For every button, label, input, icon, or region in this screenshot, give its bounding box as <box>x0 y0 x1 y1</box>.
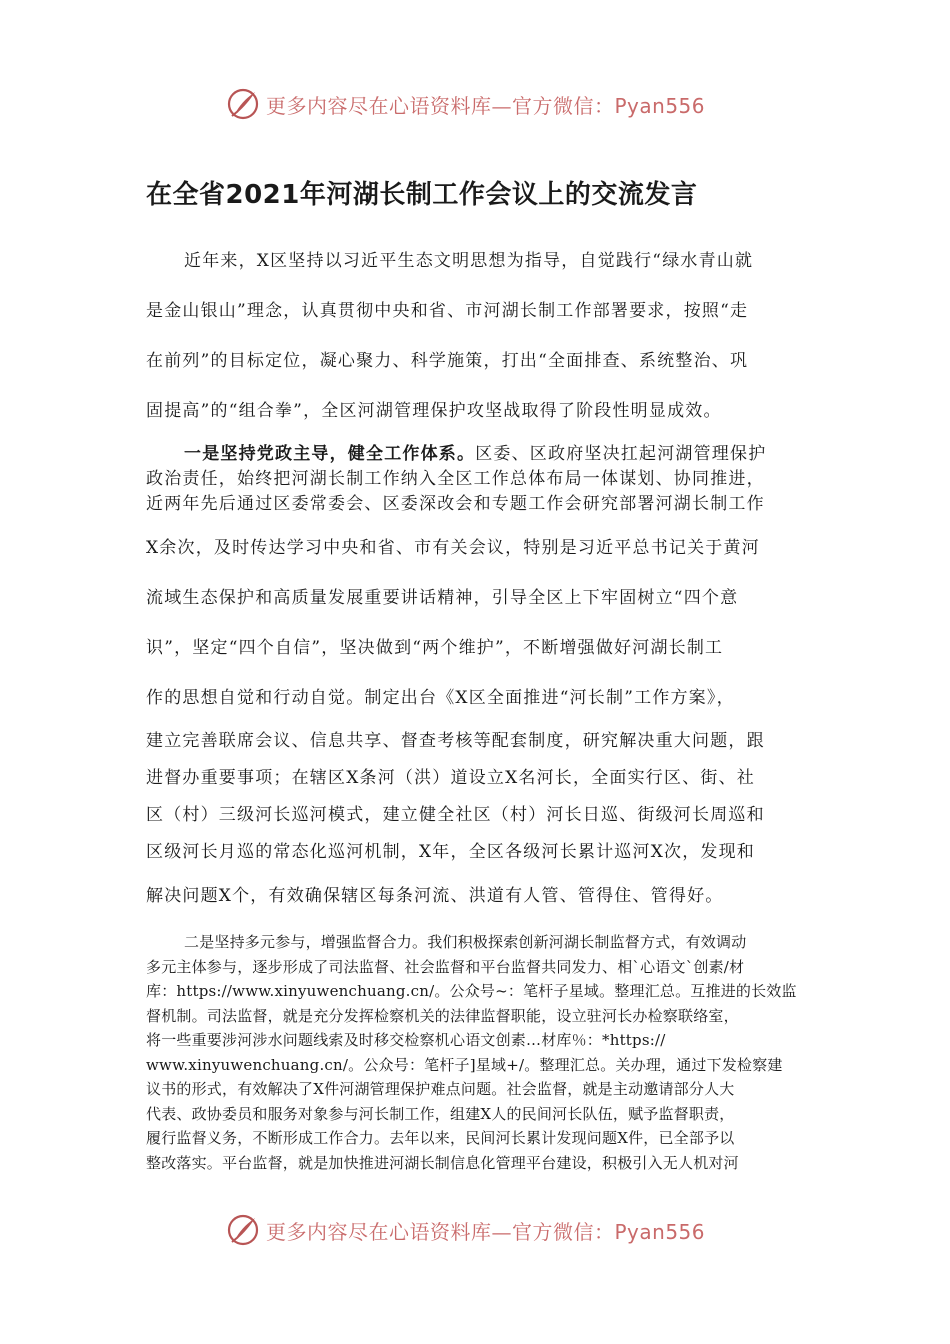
watermark-text <box>266 90 705 119</box>
watermark-brand: 更多内容尽在心语资料库 <box>266 1219 492 1244</box>
paragraph-line: 二是坚持多元参与，增强监督合力。我们积极探索创新河湖长制监督方式，有效调动 <box>184 933 747 951</box>
paragraph-line: 整改落实。平台监督，就是加快推进河湖长制信息化管理平台建设，积极引入无人机对河 <box>146 1153 739 1172</box>
paragraph-line: 一是坚持党政主导，健全工作体系。区委、区政府坚决扛起河湖管理保护 <box>184 444 767 464</box>
paragraph-intro <box>146 236 806 436</box>
paragraph-line: 区级河长月巡的常态化巡河机制，X年，全区各级河长累计巡河X次，发现和 <box>146 842 756 862</box>
document-title: 在全省2021年河湖长制工作会议上的交流发言 <box>146 180 698 210</box>
paragraph-multi-participation <box>146 930 806 1175</box>
paragraph-line: X余次，及时传达学习中央和省、市有关会议，特别是习近平总书记关于黄河 <box>146 538 760 558</box>
paragraph-line: 是金山银山”理念，认真贯彻中央和省、市河湖长制工作部署要求，按照“走 <box>146 301 749 321</box>
watermark-dash: — <box>491 1219 512 1244</box>
paragraph-line: 解决问题X个，有效确保辖区每条河流、洪道有人管、管得住、管得好。 <box>146 886 724 906</box>
watermark-wechat: 官方微信：Pyan556 <box>512 1219 706 1244</box>
paragraph-line: 将一些重要涉河涉水问题线索及时移交检察机心语文创素…材库％：*https:// <box>146 1031 666 1049</box>
paragraph-line: 进督办重要事项；在辖区X条河（洪）道设立X名河长，全面实行区、街、社 <box>146 768 756 788</box>
paragraph-line: 在前列”的目标定位，凝心聚力、科学施策，打出“全面排查、系统整治、巩 <box>146 351 749 371</box>
paragraph-line: 固提高”的“组合拳”，全区河湖管理保护攻坚战取得了阶段性明显成效。 <box>146 401 722 421</box>
paragraph-line: 库：https://www.xinyuwenchuang.cn/。公众号~：笔杆子星域。整理汇总。互推进的长效监 <box>146 982 797 1000</box>
paragraph-line: 近两年先后通过区委常委会、区委深改会和专题工作会研究部署河湖长制工作 <box>146 494 765 514</box>
paragraph-heading: 一是坚持党政主导，健全工作体系。 <box>184 444 476 464</box>
paragraph-line: 代表、政协委员和服务对象参与河长制工作，组建X人的民间河长队伍，赋予监督职责， <box>146 1104 735 1123</box>
paragraph-line: 近年来，X区坚持以习近平生态文明思想为指导，自觉践行“绿水青山就 <box>184 251 754 271</box>
paragraph-line: 流域生态保护和高质量发展重要讲话精神，引导全区上下牢固树立“四个意 <box>146 588 739 608</box>
paragraph-line: 履行监督义务，不断形成工作合力。去年以来，民间河长累计发现问题X件，已全部予以 <box>146 1129 735 1147</box>
watermark-brand: 更多内容尽在心语资料库 <box>266 93 492 118</box>
paragraph-line: 区（村）三级河长巡河模式，建立健全社区（村）河长日巡、街级河长周巡和 <box>146 805 765 825</box>
watermark-wechat: 官方微信：Pyan556 <box>512 93 706 118</box>
footer-watermark <box>0 1208 950 1252</box>
header-watermark <box>0 82 950 126</box>
paragraph-line: www.xinyuwenchuang.cn/。公众号：笔杆子]星域+/。整理汇总。关办理，通过下发检察建 <box>146 1055 783 1074</box>
paragraph-line: 政治责任，始终把河湖长制工作纳入全区工作总体布局一体谋划、协同推进， <box>146 469 765 489</box>
paragraph-line: 识”，坚定“四个自信”，坚决做到“两个维护”，不断增强做好河湖长制工 <box>146 638 724 658</box>
paragraph-line: 多元主体参与，逐步形成了司法监督、社会监督和平台监督共同发力、相`心语文`创素/材 <box>146 957 745 976</box>
paragraph-line: 督机制。司法监督，就是充分发挥检察机关的法律监督职能，设立驻河长办检察联络室， <box>146 1006 739 1025</box>
paragraph-party-leadership <box>146 442 806 921</box>
paragraph-line: 建立完善联席会议、信息共享、督查考核等配套制度，研究解决重大问题，跟 <box>146 731 765 751</box>
watermark-dash: — <box>491 93 512 118</box>
paragraph-line: 作的思想自觉和行动自觉。制定出台《X区全面推进“河长制”工作方案》， <box>146 688 735 708</box>
quill-logo-icon <box>226 87 260 121</box>
watermark-text <box>266 1216 705 1245</box>
paragraph-line: 议书的形式，有效解决了X件河湖管理保护难点问题。社会监督，就是主动邀请部分人大 <box>146 1080 735 1098</box>
quill-logo-icon <box>226 1213 260 1247</box>
